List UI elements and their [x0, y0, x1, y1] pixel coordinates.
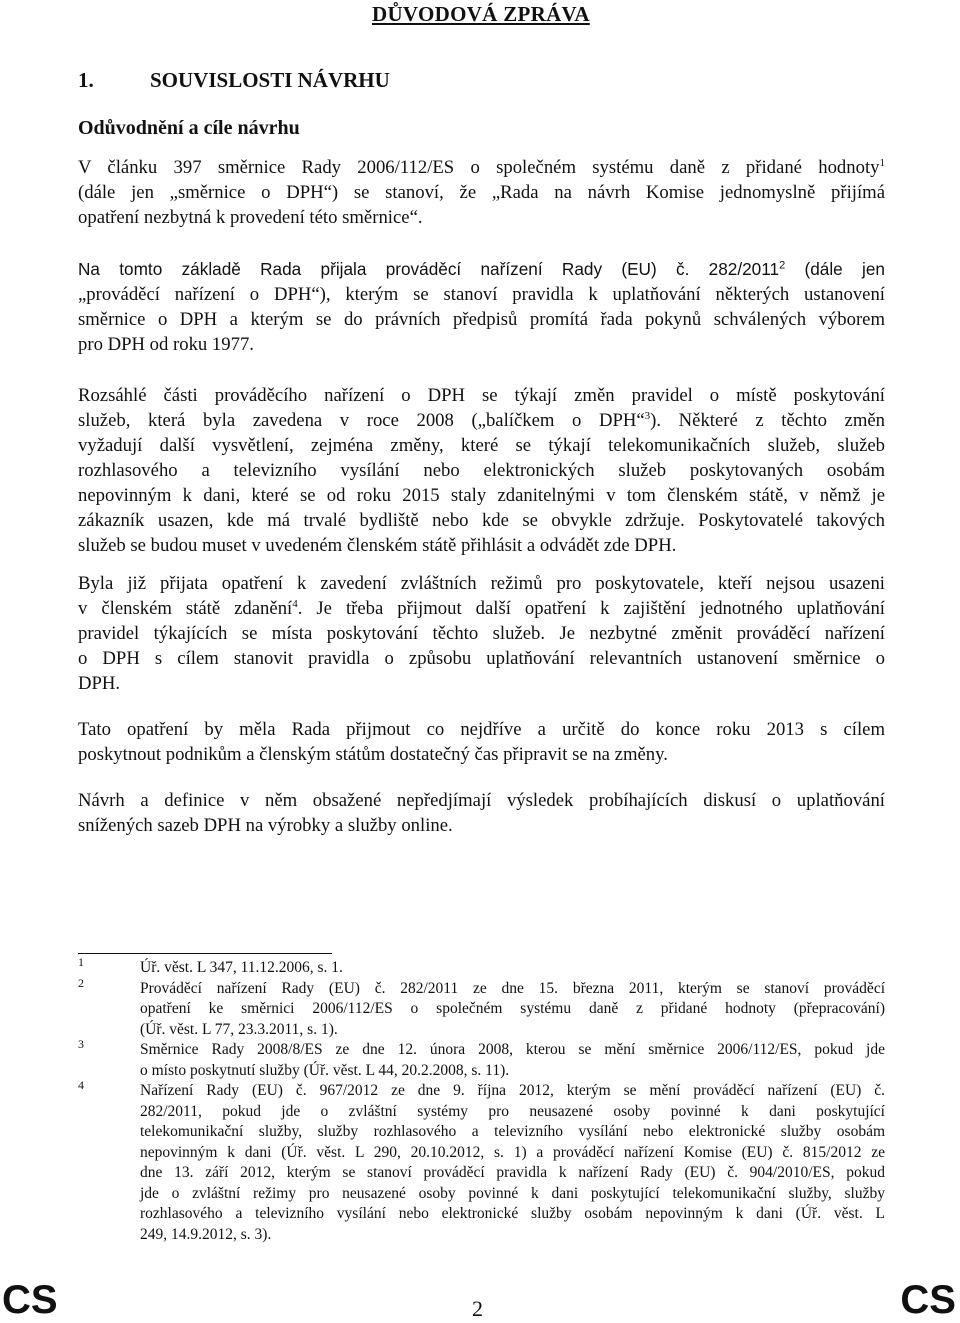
footnote-line: Nařízení Rady (EU) č. 967/2012 ze dne 9. října 2012, kterým se mění prováděcí nařízení (EU) č. [140, 1082, 885, 1099]
text-run: v členském státě zdanění [78, 598, 293, 619]
paragraph-5 [78, 717, 885, 767]
footnote-line: Prováděcí nařízení Rady (EU) č. 282/2011 ze dne 15. března 2011, kterým se stanoví prováděcí [140, 979, 885, 997]
paragraph-line: služeb se budou muset v uvedeném členském státě přihlásit a odvádět zde DPH. [78, 535, 677, 556]
footnote-line: nepovinným k dani (Úř. věst. L 290, 20.10.2012, s. 1) a prováděcí nařízení Komise (EU) č. 815/2012 ze [140, 1143, 885, 1161]
page-number: 2 [472, 1296, 483, 1321]
paragraph-line: pravidel týkajících se místa poskytování těchto služeb. Je nezbytné změnit prováděcí nařízení [78, 623, 885, 644]
paragraph-3 [78, 383, 885, 558]
footnote-line: 282/2011, pokud jde o zvláštní systémy pro neusazené osoby povinné k dani poskytující [140, 1102, 885, 1120]
footnote-line: dne 13. září 2012, kterým se stanoví prováděcí pravidla k nařízení Rady (EU) č. 904/2010/ES, pokud [140, 1164, 885, 1181]
footnote-number: 3 [78, 1037, 84, 1051]
paragraph-line: směrnice o DPH a kterým se do právních předpisů promítá řada pokynů schválených výborem [78, 309, 885, 330]
paragraph-line: Rozsáhlé části prováděcího nařízení o DPH se týkají změn pravidel o místě poskytování [78, 385, 885, 406]
footnote-3 [78, 1037, 885, 1081]
footnote-line: Úř. věst. L 347, 11.12.2006, s. 1. [140, 959, 343, 976]
paragraph-line: opatření nezbytná k provedení této směrnice“. [78, 207, 423, 228]
paragraph-line: o DPH s cílem stanovit pravidla o způsobu uplatňování relevantních ustanovení směrnice o [78, 648, 885, 669]
paragraph-line: zákazník usazen, kde má trvalé bydliště nebo kde se obvykle zdržuje. Poskytovatelé takových [78, 510, 885, 531]
paragraph-line: rozhlasového a televizního vysílání nebo elektronických služeb poskytovaných osobám [78, 460, 885, 481]
paragraph-line: nepovinným k dani, které se od roku 2015 staly zdanitelnými v tom členském státě, v němž je [78, 485, 885, 506]
paragraph-line: snížených sazeb DPH na výrobky a služby online. [78, 815, 453, 836]
paragraph-line [78, 155, 885, 180]
text-run: ). Některé z těchto změn [650, 410, 885, 431]
footnote-line: (Úř. věst. L 77, 23.3.2011, s. 1). [140, 1020, 338, 1038]
footnotes [78, 955, 885, 1245]
footnote-4 [78, 1078, 885, 1245]
paragraph-line: Návrh a definice v něm obsažené nepředjímají výsledek probíhajících diskusí o uplatňování [78, 790, 885, 811]
footer-language-left: CS [2, 1278, 58, 1322]
text-run: Na tomto základě Rada přijala prováděcí nařízení Rady (EU) č. 282/2011 [78, 259, 780, 279]
paragraph-line [78, 257, 885, 282]
section-heading [78, 68, 390, 93]
text-run: V článku 397 směrnice Rady 2006/112/ES o společném systému daně z přidané hodnoty [78, 157, 880, 178]
paragraph-line: Byla již přijata opatření k zavedení zvláštních režimů pro poskytovatele, kteří nejsou usazeni [78, 573, 885, 594]
footnote-ref: 3 [644, 409, 651, 422]
footnote-line: o místo poskytnutí služby (Úř. věst. L 44, 20.2.2008, s. 11). [140, 1061, 510, 1079]
text-run: . Je třeba přijmout další opatření k zajištění jednotného uplatňování [297, 598, 885, 619]
paragraph-2 [78, 257, 885, 357]
paragraph-line [78, 408, 885, 433]
section-number: 1. [78, 68, 94, 92]
paragraph-line: pro DPH od roku 1977. [78, 334, 254, 355]
text-run: služeb, která byla zavedena v roce 2008 („balíčkem o DPH“ [78, 410, 645, 431]
footnote-number: 1 [78, 955, 84, 969]
footer-language-right: CS [900, 1278, 956, 1322]
paragraph-line: poskytnout podnikům a členským státům dostatečný čas připravit se na změny. [78, 744, 668, 765]
paragraph-6 [78, 788, 885, 838]
paragraph-line: Tato opatření by měla Rada přijmout co nejdříve a určitě do konce roku 2013 s cílem [78, 719, 885, 740]
paragraph-line: DPH. [78, 673, 121, 694]
footnote-separator [78, 953, 332, 954]
subheading: Odůvodnění a cíle návrhu [78, 117, 300, 139]
paragraph-line: (dále jen „směrnice o DPH“) se stanoví, že „Rada na návrh Komise jednomyslně přijímá [78, 182, 885, 203]
footnote-line: 249, 14.9.2012, s. 3). [140, 1225, 272, 1243]
footnote-number: 4 [78, 1078, 84, 1092]
paragraph-line: „prováděcí nařízení o DPH“), kterým se stanoví pravidla k uplatňování některých ustanovení [78, 284, 885, 305]
footnote-number: 2 [78, 975, 84, 990]
paragraph-4 [78, 571, 885, 696]
footnote-1 [78, 955, 885, 979]
paragraph-line: vyžadují další vysvětlení, zejména změny, které se týkají telekomunikačních služeb, služeb [78, 435, 885, 456]
paragraph-line [78, 596, 885, 621]
footnote-line: telekomunikační služby, služby rozhlasového a televizního vysílání nebo elektronické služby osobám [140, 1123, 885, 1140]
footnote-2 [78, 975, 885, 1041]
footnote-line: rozhlasového a televizního vysílání nebo elektronické služby osobám nepovinným k dani (Úř. věst. L [140, 1205, 885, 1222]
footnote-line: Směrnice Rady 2008/8/ES ze dne 12. února 2008, kterou se mění směrnice 2006/112/ES, pokud jde [140, 1041, 885, 1058]
footnote-ref: 2 [779, 259, 786, 272]
footnote-ref: 4 [292, 597, 298, 610]
footnote-line: opatření ke směrnici 2006/112/ES o společném systému daně z přidané hodnoty (přepracování) [140, 1000, 885, 1017]
document-title: DŮVODOVÁ ZPRÁVA [372, 2, 590, 26]
section-label: SOUVISLOSTI NÁVRHU [150, 68, 390, 92]
footnote-ref: 1 [879, 156, 885, 169]
text-run: (dále jen [785, 259, 885, 279]
paragraph-1 [78, 155, 885, 230]
footnote-line: jde o zvláštní režimy pro neusazené osoby povinné k dani poskytující telekomunikační služby, služby [140, 1184, 885, 1202]
